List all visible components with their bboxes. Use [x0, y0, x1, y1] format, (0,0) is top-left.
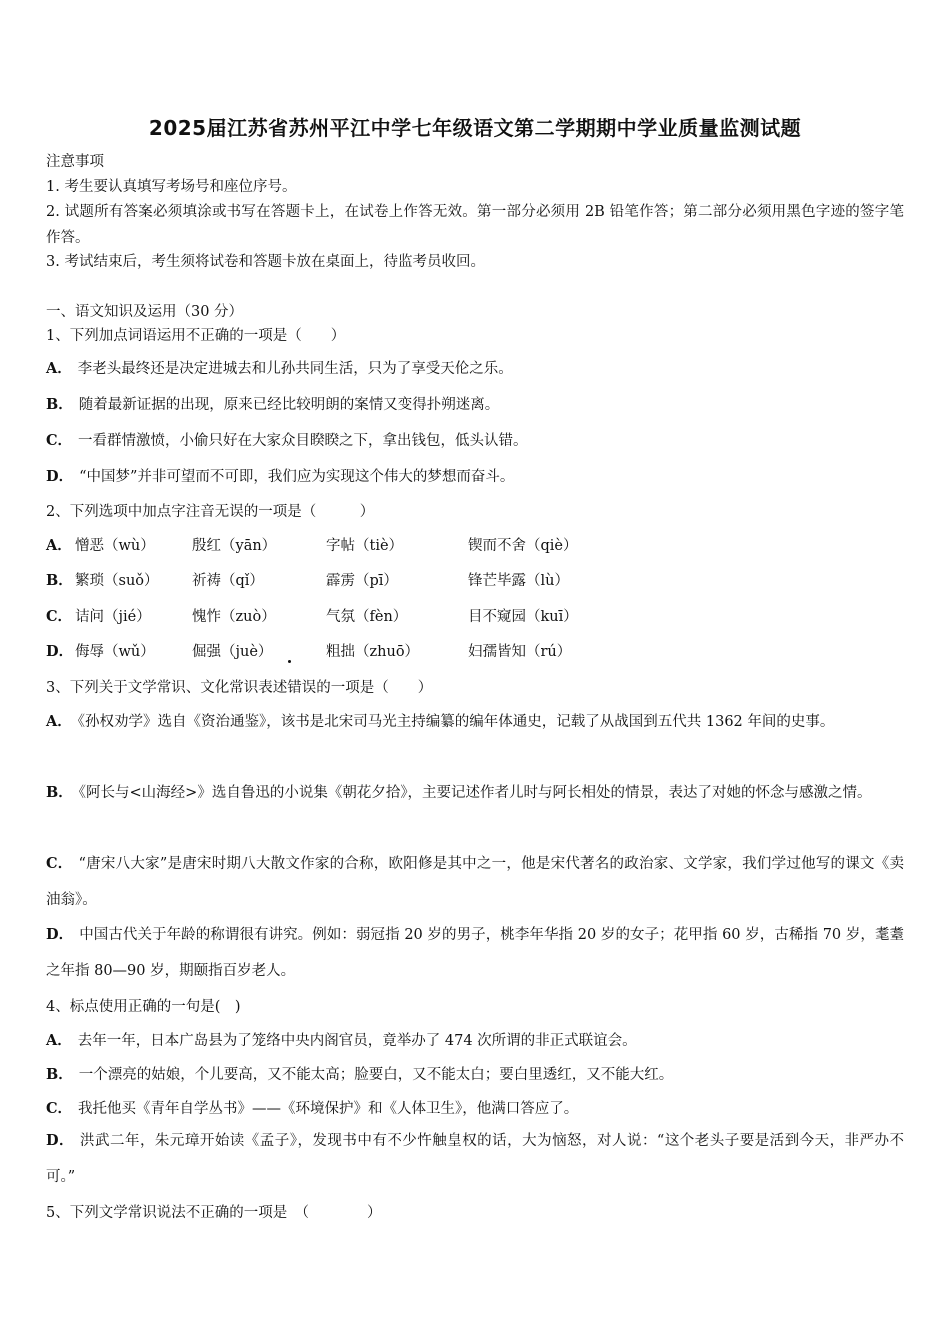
notice-item-3: 3. 考试结束后，考生须将试卷和答题卡放在桌面上，待监考员收回。 [46, 254, 485, 270]
option-label: C． [46, 432, 73, 449]
emphasis-dot [288, 660, 291, 663]
option-text: 一看群情激愤，小偷只好在大家众目睽睽之下，拿出钱包，低头认错。 [78, 433, 528, 449]
pinyin-item: 繁琐（suǒ） [75, 573, 159, 589]
option-text: 去年一年，日本广岛县为了笼络中央内阁官员，竟举办了 474 次所谓的非正式联谊会。 [77, 1033, 637, 1049]
q2-row-a [46, 536, 904, 556]
option-text: “唐宋八大家”是唐宋时期八大散文作家的合称，欧阳修是其中之一，他是宋代著名的政治家、文学家，我们学过他写的课文《卖油翁》。 [46, 856, 904, 908]
q1-stem: 1、下列加点词语运用不正确的一项是（ ） [46, 328, 346, 344]
q3-option-c [46, 846, 904, 918]
option-label: C． [46, 1100, 73, 1117]
pinyin-item: 字帖（tiè） [326, 538, 404, 554]
pinyin-item: 锋芒毕露（lù） [468, 573, 569, 589]
page-title: 2025届江苏省苏州平江中学七年级语文第二学期期中学业质量监测试题 [148, 116, 802, 140]
q4-option-b [46, 1065, 673, 1085]
notice-item-1: 1. 考生要认真填写考场号和座位序号。 [46, 179, 297, 195]
q4-stem: 4、标点使用正确的一句是( ) [46, 999, 241, 1015]
section-heading: 一、语文知识及运用（30 分） [46, 304, 244, 320]
q4-option-a [46, 1031, 637, 1051]
option-label: D． [46, 468, 74, 485]
pinyin-item: 倔强（juè） [192, 644, 273, 660]
q3-option-b [46, 775, 904, 811]
q3-stem: 3、下列关于文学常识、文化常识表述错误的一项是（ ） [46, 680, 433, 696]
pinyin-item: 锲而不舍（qiè） [468, 538, 578, 554]
q2-row-b [46, 571, 904, 591]
option-text: 《孙权劝学》选自《资治通鉴》，该书是北宋司马光主持编纂的编年体通史，记载了从战国到五代共 1362 年间的史事。 [77, 714, 835, 730]
notice-item-2: 2. 试题所有答案必须填涂或书写在答题卡上，在试卷上作答无效。第一部分必须用 2B 铅笔作答；第二部分必须用黑色字迹的签字笔作答。 [46, 204, 904, 246]
q3-option-d [46, 917, 904, 989]
q1-option-d [46, 467, 514, 487]
option-text: 我托他买《青年自学丛书》——《环境保护》和《人体卫生》，他满口答应了。 [78, 1101, 579, 1117]
option-label: C． [46, 855, 73, 872]
pinyin-item: 侮辱（wǔ） [75, 644, 155, 660]
pinyin-item: 气氛（fèn） [326, 609, 408, 625]
q2-row-d [46, 642, 904, 662]
pinyin-item: 憎恶（wù） [75, 538, 155, 554]
option-label: A． [46, 1032, 72, 1049]
option-label: C． [46, 608, 73, 625]
pinyin-item: 妇孺皆知（rú） [468, 644, 572, 660]
option-label: A． [46, 537, 72, 554]
option-text: 中国古代关于年龄的称谓很有讲究。例如：弱冠指 20 岁的男子，桃李年华指 20 岁的女子；花甲指 60 岁，古稀指 70 岁，耄耋之年指 80—90 岁，期颐指百岁老人。 [46, 927, 905, 979]
option-label: A． [46, 713, 72, 730]
pinyin-item: 祈祷（qǐ） [192, 573, 264, 589]
q2-row-c [46, 607, 904, 627]
notice-heading: 注意事项 [46, 154, 104, 170]
q1-option-a [46, 359, 513, 379]
option-text: 《阿长与<山海经>》选自鲁迅的小说集《朝花夕拾》，主要记述作者儿时与阿长相处的情景，表达了对她的怀念与感激之情。 [78, 785, 872, 801]
option-label: B． [46, 784, 73, 801]
option-label: D． [46, 926, 74, 943]
option-label: B． [46, 396, 73, 413]
pinyin-item: 殷红（yān） [192, 538, 277, 554]
option-label: A． [46, 360, 72, 377]
q4-option-c [46, 1099, 578, 1119]
q3-option-a [46, 704, 904, 740]
option-text: 洪武二年，朱元璋开始读《孟子》，发现书中有不少忤触皇权的话，大为恼怒，对人说：“这个老头子要是活到今天，非严办不可。” [46, 1133, 904, 1185]
option-label: D． [46, 1132, 75, 1149]
pinyin-item: 愧怍（zuò） [192, 609, 276, 625]
q1-option-b [46, 395, 499, 415]
q4-option-d [46, 1123, 904, 1195]
q1-option-c [46, 431, 528, 451]
option-label: B． [46, 572, 73, 589]
pinyin-item: 霹雳（pī） [326, 573, 398, 589]
pinyin-item: 诘问（jié） [75, 609, 151, 625]
option-label: B． [46, 1066, 73, 1083]
option-label: D． [46, 643, 74, 660]
option-text: 李老头最终还是决定进城去和儿孙共同生活，只为了享受天伦之乐。 [77, 361, 513, 377]
pinyin-item: 粗拙（zhuō） [326, 644, 420, 660]
option-text: “中国梦”并非可望而不可即，我们应为实现这个伟大的梦想而奋斗。 [79, 469, 515, 485]
option-text: 一个漂亮的姑娘，个儿要高，又不能太高；脸要白，又不能太白；要白里透红，又不能大红。 [78, 1067, 674, 1083]
q5-stem: 5、下列文学常识说法不正确的一项是 （ ） [46, 1205, 382, 1221]
pinyin-item: 目不窥园（kuī） [468, 609, 578, 625]
q2-stem: 2、下列选项中加点字注音无误的一项是（ ） [46, 504, 375, 520]
option-text: 随着最新证据的出现，原来已经比较明朗的案情又变得扑朔迷离。 [78, 397, 500, 413]
